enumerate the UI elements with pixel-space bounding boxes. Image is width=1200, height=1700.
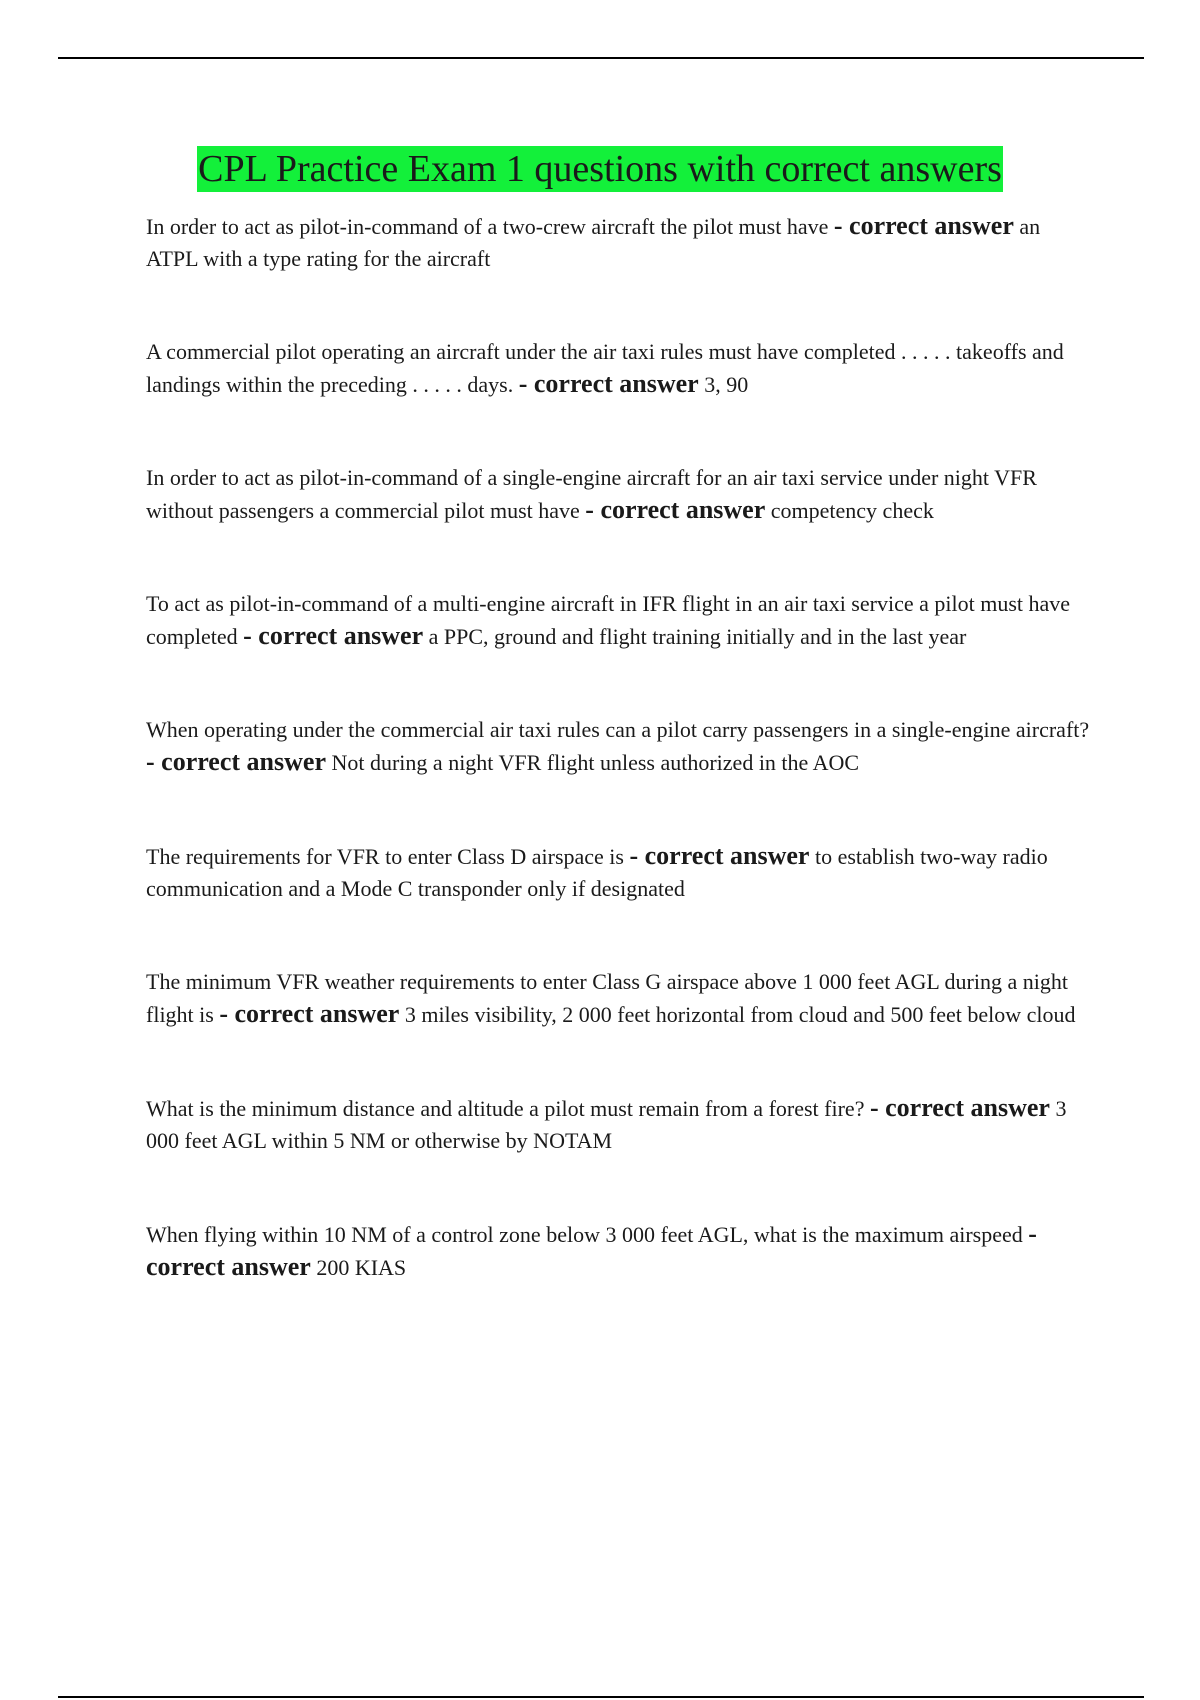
question-text: The requirements for VFR to enter Class D airspace is <box>146 844 624 869</box>
answer-marker: - correct answer <box>146 1219 1037 1281</box>
qa-item <box>146 840 1096 905</box>
question-text: When operating under the commercial air taxi rules can a pilot carry passengers in a single-engine aircraft? <box>146 717 1090 742</box>
answer-text: to establish two-way radio communication and a Mode C transponder only if designated <box>146 844 1048 901</box>
answer-text: 3 000 feet AGL within 5 NM or otherwise by NOTAM <box>146 1096 1067 1153</box>
question-text: A commercial pilot operating an aircraft under the air taxi rules must have completed . . . . . takeoffs and landings within the preceding . . . . . days. <box>146 339 1064 397</box>
qa-item <box>146 714 1096 779</box>
question-text: In order to act as pilot-in-command of a two-crew aircraft the pilot must have <box>146 214 829 239</box>
top-divider <box>58 57 1144 59</box>
answer-marker: - correct answer <box>833 211 1014 240</box>
qa-item <box>146 966 1096 1031</box>
question-text: What is the minimum distance and altitude a pilot must remain from a forest fire? <box>146 1096 865 1121</box>
question-list <box>146 210 1096 1345</box>
answer-marker: - correct answer <box>869 1093 1050 1122</box>
document-title: CPL Practice Exam 1 questions with correct answers <box>198 148 1002 190</box>
answer-text: Not during a night VFR flight unless authorized in the AOC <box>331 750 860 775</box>
answer-text: competency check <box>770 498 934 523</box>
qa-item <box>146 1218 1096 1284</box>
answer-text: an ATPL with a type rating for the aircraft <box>146 214 1041 271</box>
question-text: In order to act as pilot-in-command of a single-engine aircraft for an air taxi service under night VFR without passengers a commercial pilot must have <box>146 465 1037 523</box>
title-container <box>0 146 1200 192</box>
bottom-divider <box>58 1696 1144 1698</box>
qa-item <box>146 1092 1096 1157</box>
answer-text: a PPC, ground and flight training initially and in the last year <box>428 624 967 649</box>
answer-marker: - correct answer <box>219 999 400 1028</box>
qa-item <box>146 210 1096 275</box>
question-text: When flying within 10 NM of a control zone below 3 000 feet AGL, what is the maximum airspeed <box>146 1222 1023 1247</box>
answer-text: 200 KIAS <box>316 1255 407 1280</box>
answer-text: 3 miles visibility, 2 000 feet horizontal from cloud and 500 feet below cloud <box>404 1002 1076 1027</box>
answer-marker: - correct answer <box>629 841 810 870</box>
qa-item <box>146 336 1096 401</box>
answer-text: 3, 90 <box>704 372 749 397</box>
qa-item <box>146 462 1096 527</box>
answer-marker: - correct answer <box>146 747 326 776</box>
qa-item <box>146 588 1096 653</box>
answer-marker: - correct answer <box>518 369 699 398</box>
question-text: To act as pilot-in-command of a multi-engine aircraft in IFR flight in an air taxi service a pilot must have completed <box>146 591 1071 649</box>
question-text: The minimum VFR weather requirements to enter Class G airspace above 1 000 feet AGL during a night flight is <box>146 969 1068 1027</box>
answer-marker: - correct answer <box>243 621 424 650</box>
answer-marker: - correct answer <box>585 495 766 524</box>
